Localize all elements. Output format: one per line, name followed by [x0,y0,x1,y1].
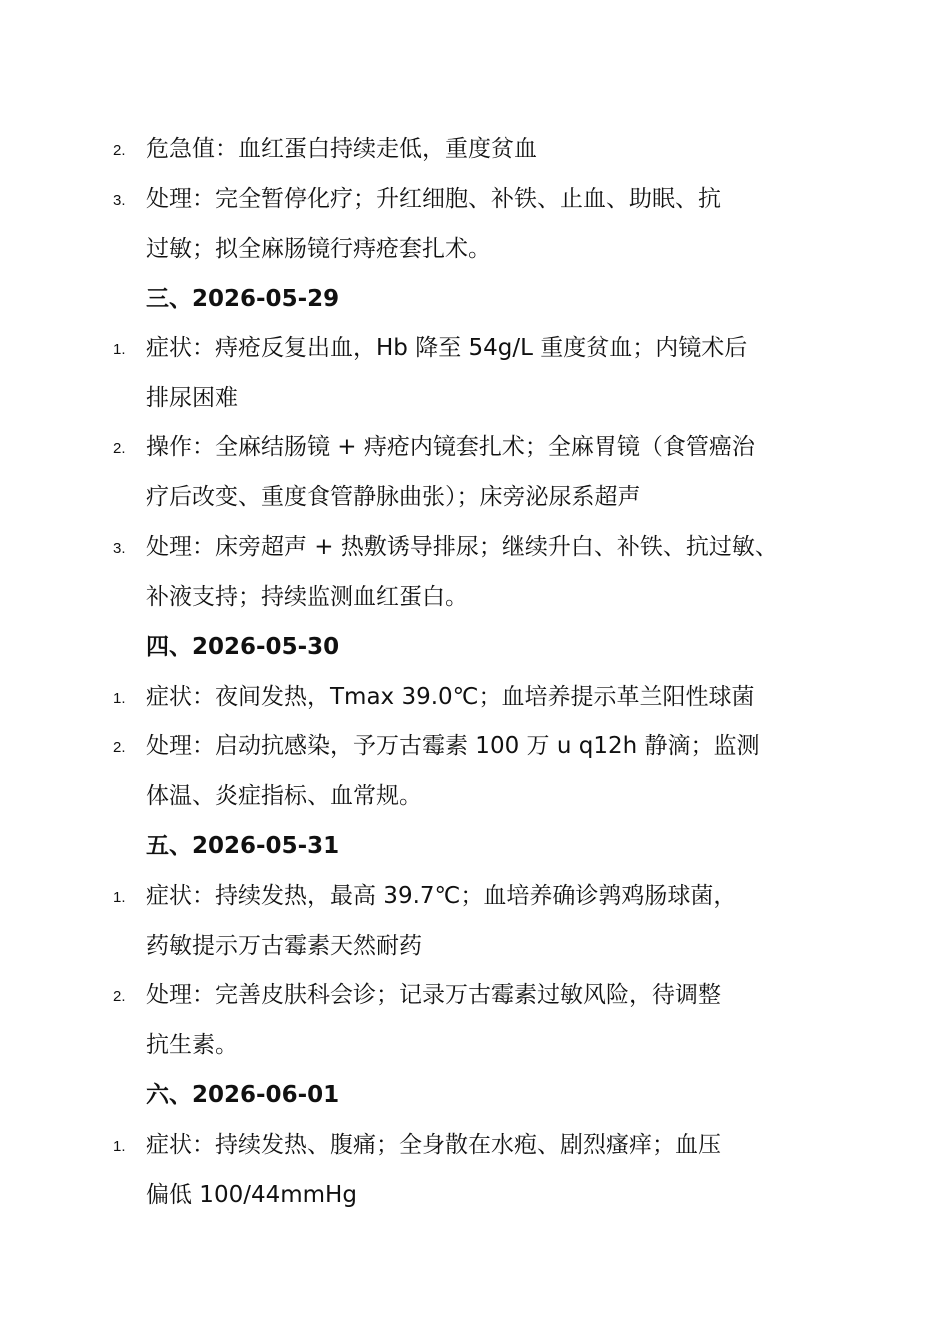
section-heading: 五、2026-05-31 [146,833,340,859]
section-heading: 六、2026-06-01 [146,1082,340,1108]
list-number: 2. [113,739,126,756]
list-item-line: 危急值：血红蛋白持续走低，重度贫血 [146,136,537,162]
list-item-line: 排尿困难 [146,385,238,411]
section-heading: 四、2026-05-30 [146,634,340,660]
list-item-line: 疗后改变、重度食管静脉曲张）；床旁泌尿系超声 [146,484,641,510]
list-item-line: 处理：完全暂停化疗；升红细胞、补铁、止血、助眠、抗 [146,186,721,212]
list-item-line: 体温、炎症指标、血常规。 [146,783,422,809]
section-heading: 三、2026-05-29 [146,286,340,312]
list-item-line: 补液支持；持续监测血红蛋白。 [146,584,468,610]
list-item-line: 症状：夜间发热，Tmax 39.0℃；血培养提示革兰阳性球菌 [146,684,755,710]
list-item-line: 症状：持续发热，最高 39.7℃；血培养确诊鹑鸡肠球菌， [146,883,737,909]
list-number: 3. [113,540,126,557]
list-item-line: 症状：持续发热、腹痛；全身散在水疱、剧烈瘙痒；血压 [146,1132,721,1158]
list-number: 1. [113,690,126,707]
list-item-line: 处理：床旁超声 + 热敷诱导排尿；继续升白、补铁、抗过敏、 [146,534,778,560]
list-number: 2. [113,142,126,159]
list-item-line: 处理：完善皮肤科会诊；记录万古霉素过敏风险，待调整 [146,982,721,1008]
list-number: 1. [113,341,126,358]
list-number: 2. [113,440,126,457]
list-item-line: 过敏；拟全麻肠镜行痔疮套扎术。 [146,236,491,262]
list-item-line: 操作：全麻结肠镜 + 痔疮内镜套扎术；全麻胃镜（食管癌治 [146,434,755,460]
list-number: 1. [113,1138,126,1155]
list-number: 2. [113,988,126,1005]
list-item-line: 症状：痔疮反复出血，Hb 降至 54g/L 重度贫血；内镜术后 [146,335,748,361]
list-item-line: 药敏提示万古霉素天然耐药 [146,933,422,959]
list-number: 1. [113,889,126,906]
list-item-line: 偏低 100/44mmHg [146,1182,357,1208]
list-number: 3. [113,192,126,209]
list-item-line: 处理：启动抗感染，予万古霉素 100 万 u q12h 静滴；监测 [146,733,760,759]
list-item-line: 抗生素。 [146,1032,238,1058]
